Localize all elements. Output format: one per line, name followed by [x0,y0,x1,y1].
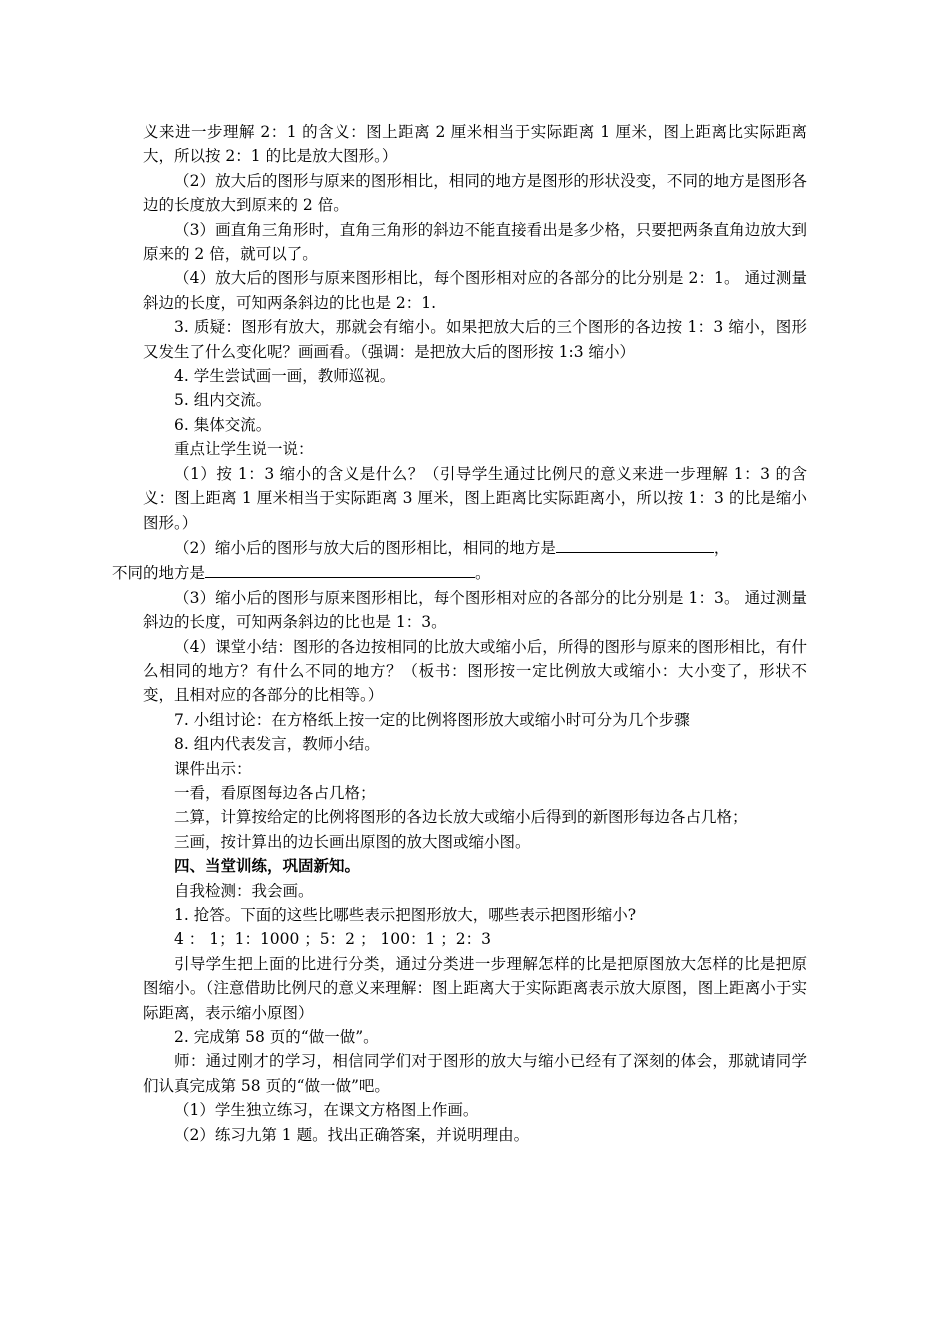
answer-blank [205,560,475,578]
paragraph: （3）画直角三角形时，直角三角形的斜边不能直接看出是多少格，只要把两条直角边放大到原来的 2 倍，就可以了。 [143,220,807,264]
paragraph: （3）缩小后的图形与原来图形相比，每个图形相对应的各部分的比分别是 1：3。 通过测量斜边的长度，可知两条斜边的比也是 1：3。 [143,588,807,632]
paragraph: （2）放大后的图形与原来的图形相比，相同的地方是图形的形状没变，不同的地方是图形各边的长度放大到原来的 2 倍。 [143,171,807,215]
paragraph: （1）按 1：3 缩小的含义是什么？（引导学生通过比例尺的意义来进一步理解 1：3 的含义：图上距离 1 厘米相当于实际距离 3 厘米，图上距离比实际距离小，所以按 1：3 的比是缩小图形。） [143,464,807,532]
paragraph: 一看，看原图每边各占几格； [174,783,376,802]
paragraph: （4）课堂小结：图形的各边按相同的比放大或缩小后，所得的图形与原来的图形相比，有什么相同的地方？有什么不同的地方？（板书：图形按一定比例放大或缩小：大小变了，形状不变，且相对应的各部分的比相等。） [143,637,807,705]
paragraph: 自我检测：我会画。 [174,881,314,900]
paragraph: （1）学生独立练习，在课文方格图上作画。 [174,1101,479,1120]
paragraph-text: （2）缩小后的图形与放大后的图形相比，相同的地方是 [174,538,556,557]
paragraph: 7. 小组讨论：在方格纸上按一定的比例将图形放大或缩小时可分为几个步骤 [174,710,690,729]
paragraph: （2）练习九第 1 题。找出正确答案，并说明理由。 [174,1125,530,1144]
document-page [112,120,807,1147]
paragraph: 三画，按计算出的边长画出原图的放大图或缩小图。 [174,832,531,851]
paragraph-text: 不同的地方是 [112,564,206,583]
ratio-list: 4 ： 1；1：1000 ；5：2 ； 100：1 ；2：3 [174,930,491,949]
paragraph-text: ， [713,538,730,557]
paragraph: 6. 集体交流。 [174,415,272,434]
answer-blank [556,535,714,553]
fill-in-paragraph [112,535,807,586]
paragraph: 二算，计算按给定的比例将图形的各边长放大或缩小后得到的新图形每边各占几格； [174,808,748,827]
paragraph: 课件出示： [174,759,252,778]
paragraph: 1. 抢答。下面的这些比哪些表示把图形放大，哪些表示把图形缩小? [174,906,637,924]
paragraph: 义来进一步理解 2：1 的含义：图上距离 2 厘米相当于实际距离 1 厘米，图上距离比实际距离大，所以按 2：1 的比是放大图形。） [143,123,807,166]
paragraph: 引导学生把上面的比进行分类，通过分类进一步理解怎样的比是把原图放大怎样的比是把原图缩小。（注意借助比例尺的意义来理解：图上距离大于实际距离表示放大原图，图上距离小于实际距离，表示缩小原图） [143,954,807,1022]
paragraph: 师：通过刚才的学习，相信同学们对于图形的放大与缩小已经有了深刻的体会，那就请同学们认真完成第 58 页的“做一做”吧。 [143,1052,807,1095]
paragraph: （4）放大后的图形与原来图形相比，每个图形相对应的各部分的比分别是 2：1。 通过测量斜边的长度，可知两条斜边的比也是 2：1. [143,269,807,312]
paragraph-text: 。 [475,564,491,583]
paragraph: 8. 组内代表发言，教师小结。 [174,735,380,754]
paragraph: 5. 组内交流。 [174,391,272,410]
paragraph: 3. 质疑：图形有放大，那就会有缩小。如果把放大后的三个图形的各边按 1：3 缩小，图形又发生了什么变化呢？画画看。（强调：是把放大后的图形按 1:3 缩小） [143,318,807,361]
paragraph: 2. 完成第 58 页的“做一做”。 [174,1028,379,1047]
section-heading: 四、当堂训练，巩固新知。 [174,856,361,876]
paragraph: 重点让学生说一说： [174,440,314,459]
paragraph: 4. 学生尝试画一画，教师巡视。 [174,367,396,386]
